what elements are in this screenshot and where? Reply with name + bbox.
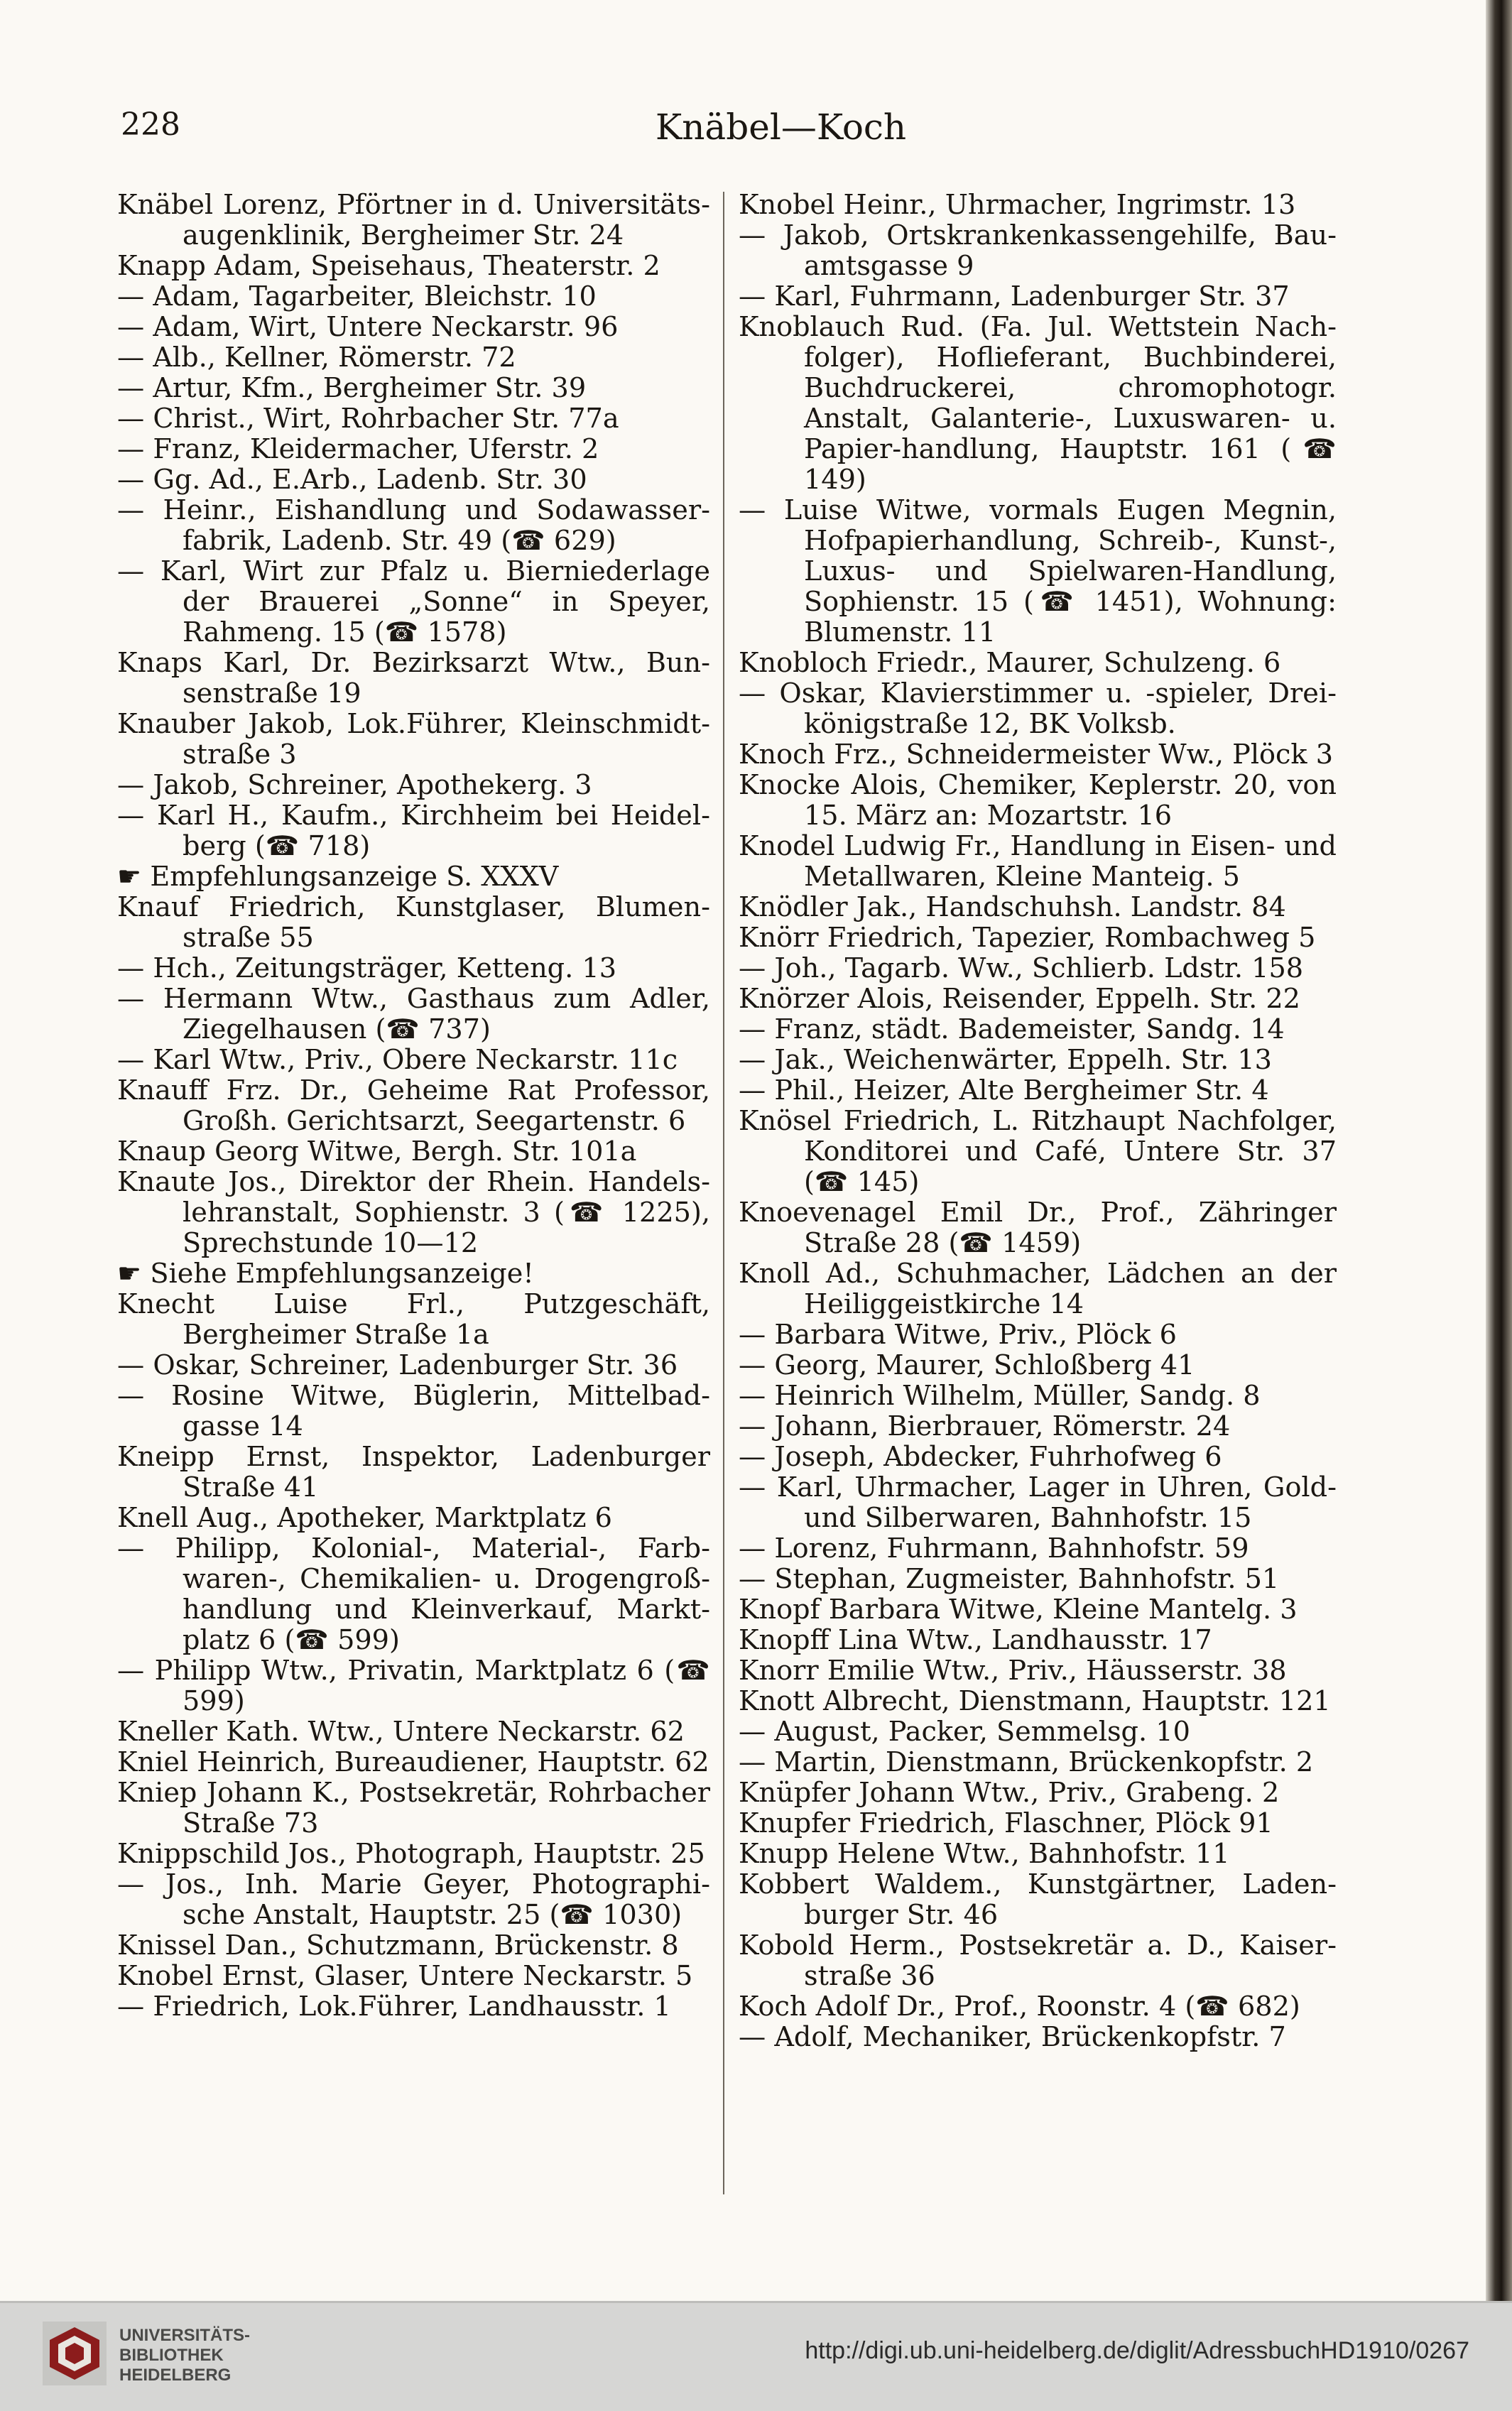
directory-entry: — Rosine Witwe, Büglerin, Mittelbad-gasse 14 (117, 1381, 710, 1442)
directory-entry: Koch Adolf Dr., Prof., Roonstr. 4 (☎ 682) (739, 1991, 1300, 2023)
directory-entry: — Lorenz, Fuhrmann, Bahnhofstr. 59 (739, 1533, 1249, 1564)
page-number: 228 (121, 107, 180, 143)
directory-entry: Knott Albrecht, Dienstmann, Hauptstr. 121 (739, 1686, 1331, 1717)
directory-entry: — Artur, Kfm., Bergheimer Str. 39 (117, 373, 587, 404)
directory-entry: — Barbara Witwe, Priv., Plöck 6 (739, 1319, 1177, 1351)
library-name: UNIVERSITÄTS- BIBLIOTHEK HEIDELBERG (119, 2326, 251, 2385)
directory-entry: — Karl, Fuhrmann, Ladenburger Str. 37 (739, 281, 1290, 312)
directory-entry: Knorr Emilie Wtw., Priv., Häusserstr. 38 (739, 1655, 1287, 1687)
directory-entry: — August, Packer, Semmelsg. 10 (739, 1716, 1190, 1748)
directory-entry: Kobbert Waldem., Kunstgärtner, Laden-burger Str. 46 (739, 1869, 1337, 1931)
directory-entry: Knobloch Friedr., Maurer, Schulzeng. 6 (739, 648, 1281, 679)
directory-entry: — Johann, Bierbrauer, Römerstr. 24 (739, 1411, 1231, 1442)
library-logo-icon (43, 2322, 107, 2385)
directory-entry: Knocke Alois, Chemiker, Keplerstr. 20, von 15. März an: Mozartstr. 16 (739, 770, 1337, 832)
cross-reference: ☛ Siehe Empfehlungsanzeige! (117, 1258, 534, 1290)
directory-entry: Kniep Johann K., Postsekretär, Rohrbacher Straße 73 (117, 1778, 710, 1839)
directory-entry: — Hermann Wtw., Gasthaus zum Adler, Ziegelhausen (☎ 737) (117, 984, 710, 1045)
directory-entry: Knobel Heinr., Uhrmacher, Ingrimstr. 13 (739, 190, 1296, 221)
directory-entry: — Adam, Tagarbeiter, Bleichstr. 10 (117, 281, 597, 312)
directory-entry: Knaute Jos., Direktor der Rhein. Handels-lehranstalt, Sophienstr. 3 (☎ 1225), Sprechstunde 10—12 (117, 1167, 710, 1259)
directory-entry: — Karl, Uhrmacher, Lager in Uhren, Gold- und Silberwaren, Bahnhofstr. 15 (739, 1472, 1337, 1534)
directory-entry: Knaps Karl, Dr. Bezirksarzt Wtw., Bun-senstraße 19 (117, 648, 710, 709)
left-column (117, 190, 710, 2023)
directory-entry: — Heinr., Eishandlung und Sodawasser-fabrik, Ladenb. Str. 49 (☎ 629) (117, 495, 710, 557)
directory-entry: — Karl, Wirt zur Pfalz u. Bierniederlage der Brauerei „Sonne“ in Speyer, Rahmeng. 15 (☎ 1578) (117, 556, 710, 648)
directory-entry: Knopf Barbara Witwe, Kleine Mantelg. 3 (739, 1594, 1298, 1626)
directory-entry: — Alb., Kellner, Römerstr. 72 (117, 342, 516, 374)
directory-entry: Kneller Kath. Wtw., Untere Neckarstr. 62 (117, 1716, 685, 1748)
directory-entry: Knecht Luise Frl., Putzgeschäft, Bergheimer Straße 1a (117, 1289, 710, 1351)
right-column (739, 190, 1337, 2053)
directory-entry: Kobold Herm., Postsekretär a. D., Kaiser-straße 36 (739, 1930, 1337, 1992)
directory-entry: — Hch., Zeitungsträger, Ketteng. 13 (117, 953, 616, 984)
directory-entry: — Philipp Wtw., Privatin, Marktplatz 6 (☎ 599) (117, 1655, 710, 1717)
directory-entry: Knoch Frz., Schneidermeister Ww., Plöck 3 (739, 739, 1334, 771)
directory-entry: — Jakob, Schreiner, Apothekerg. 3 (117, 770, 592, 801)
directory-entry: Knoevenagel Emil Dr., Prof., Zähringer Straße 28 (☎ 1459) (739, 1197, 1337, 1259)
directory-entry: Knapp Adam, Speisehaus, Theaterstr. 2 (117, 251, 660, 282)
directory-entry: — Luise Witwe, vormals Eugen Megnin, Hofpapierhandlung, Schreib-, Kunst-, Luxus- und Spielwaren-Handlung, Sophienstr. 15 (☎ 1451), Wohnung: Blumenstr. 11 (739, 495, 1337, 648)
directory-entry: — Joh., Tagarb. Ww., Schlierb. Ldstr. 158 (739, 953, 1304, 984)
directory-entry: Knaup Georg Witwe, Bergh. Str. 101a (117, 1136, 637, 1168)
directory-entry: — Gg. Ad., E.Arb., Ladenb. Str. 30 (117, 464, 587, 496)
footer-bar (0, 2301, 1512, 2411)
directory-entry: — Oskar, Klavierstimmer u. -spieler, Drei-königstraße 12, BK Volksb. (739, 678, 1337, 740)
directory-entry: — Friedrich, Lok.Führer, Landhausstr. 1 (117, 1991, 671, 2023)
directory-entry: Knüpfer Johann Wtw., Priv., Grabeng. 2 (739, 1778, 1280, 1809)
source-url-link[interactable]: http://digi.ub.uni-heidelberg.de/diglit/AdressbuchHD1910/0267 (805, 2337, 1469, 2364)
directory-entry: Knoll Ad., Schuhmacher, Lädchen an der Heiliggeistkirche 14 (739, 1258, 1337, 1320)
directory-entry: — Jakob, Ortskrankenkassengehilfe, Bau-amtsgasse 9 (739, 220, 1337, 282)
directory-entry: — Franz, städt. Bademeister, Sandg. 14 (739, 1014, 1285, 1045)
directory-entry: — Georg, Maurer, Schloßberg 41 (739, 1350, 1195, 1381)
running-title: Knäbel—Koch (655, 107, 907, 148)
directory-entry: — Adolf, Mechaniker, Brückenkopfstr. 7 (739, 2022, 1286, 2053)
directory-entry: — Joseph, Abdecker, Fuhrhofweg 6 (739, 1442, 1222, 1473)
directory-entry: — Karl Wtw., Priv., Obere Neckarstr. 11c (117, 1045, 678, 1076)
directory-entry: Knörr Friedrich, Tapezier, Rombachweg 5 (739, 923, 1316, 954)
directory-entry: Knodel Ludwig Fr., Handlung in Eisen- und Metallwaren, Kleine Manteig. 5 (739, 831, 1337, 893)
directory-entry: — Phil., Heizer, Alte Bergheimer Str. 4 (739, 1075, 1269, 1106)
directory-entry: Knippschild Jos., Photograph, Hauptstr. 25 (117, 1839, 705, 1870)
directory-entry: Kneipp Ernst, Inspektor, Ladenburger Straße 41 (117, 1442, 710, 1503)
directory-entry: Knupp Helene Wtw., Bahnhofstr. 11 (739, 1839, 1230, 1870)
directory-entry: — Karl H., Kaufm., Kirchheim bei Heidel-berg (☎ 718) (117, 800, 710, 862)
directory-entry: Knopff Lina Wtw., Landhausstr. 17 (739, 1625, 1212, 1656)
directory-entry: — Oskar, Schreiner, Ladenburger Str. 36 (117, 1350, 678, 1381)
directory-entry: Knissel Dan., Schutzmann, Brückenstr. 8 (117, 1930, 679, 1961)
directory-entry: Knauber Jakob, Lok.Führer, Kleinschmidt-straße 3 (117, 709, 710, 771)
column-rule (723, 192, 724, 2194)
directory-entry: — Franz, Kleidermacher, Uferstr. 2 (117, 434, 599, 465)
directory-entry: Knörzer Alois, Reisender, Eppelh. Str. 22 (739, 984, 1300, 1015)
directory-entry: Knauf Friedrich, Kunstglaser, Blumen-straße 55 (117, 892, 710, 954)
directory-entry: — Christ., Wirt, Rohrbacher Str. 77a (117, 403, 619, 435)
directory-entry: — Jak., Weichenwärter, Eppelh. Str. 13 (739, 1045, 1272, 1076)
directory-entry: — Stephan, Zugmeister, Bahnhofstr. 51 (739, 1564, 1280, 1595)
directory-entry: Knösel Friedrich, L. Ritzhaupt Nachfolger, Konditorei und Café, Untere Str. 37 (☎ 145) (739, 1106, 1337, 1198)
directory-entry: Knauff Frz. Dr., Geheime Rat Professor, Großh. Gerichtsarzt, Seegartenstr. 6 (117, 1075, 710, 1137)
directory-entry: Knobel Ernst, Glaser, Untere Neckarstr. 5 (117, 1961, 693, 1992)
directory-entry: Knödler Jak., Handschuhsh. Landstr. 84 (739, 892, 1286, 923)
directory-entry: — Heinrich Wilhelm, Müller, Sandg. 8 (739, 1381, 1261, 1412)
directory-entry: Knoblauch Rud. (Fa. Jul. Wettstein Nach-folger), Hoflieferant, Buchbinderei, Buchdruckerei, chromophotogr. Anstalt, Galanterie-, Luxuswaren- u. Papier-handlung, Hauptstr. 161 (☎ 149) (739, 312, 1337, 496)
directory-entry: Kniel Heinrich, Bureaudiener, Hauptstr. 62 (117, 1747, 709, 1778)
directory-entry: Knäbel Lorenz, Pförtner in d. Universitäts-augenklinik, Bergheimer Str. 24 (117, 190, 710, 251)
directory-entry: Knell Aug., Apotheker, Marktplatz 6 (117, 1503, 612, 1534)
cross-reference: ☛ Empfehlungsanzeige S. XXXV (117, 861, 559, 893)
directory-entry: — Philipp, Kolonial-, Material-, Farb-waren-, Chemikalien- u. Drogengroß-handlung und Kleinverkauf, Markt-platz 6 (☎ 599) (117, 1533, 710, 1656)
directory-entry: — Adam, Wirt, Untere Neckarstr. 96 (117, 312, 619, 343)
directory-entry: — Martin, Dienstmann, Brückenkopfstr. 2 (739, 1747, 1314, 1778)
book-spine-shadow (1486, 0, 1512, 2301)
directory-entry: Knupfer Friedrich, Flaschner, Plöck 91 (739, 1808, 1273, 1839)
directory-entry: — Jos., Inh. Marie Geyer, Photographi-sche Anstalt, Hauptstr. 25 (☎ 1030) (117, 1869, 710, 1931)
